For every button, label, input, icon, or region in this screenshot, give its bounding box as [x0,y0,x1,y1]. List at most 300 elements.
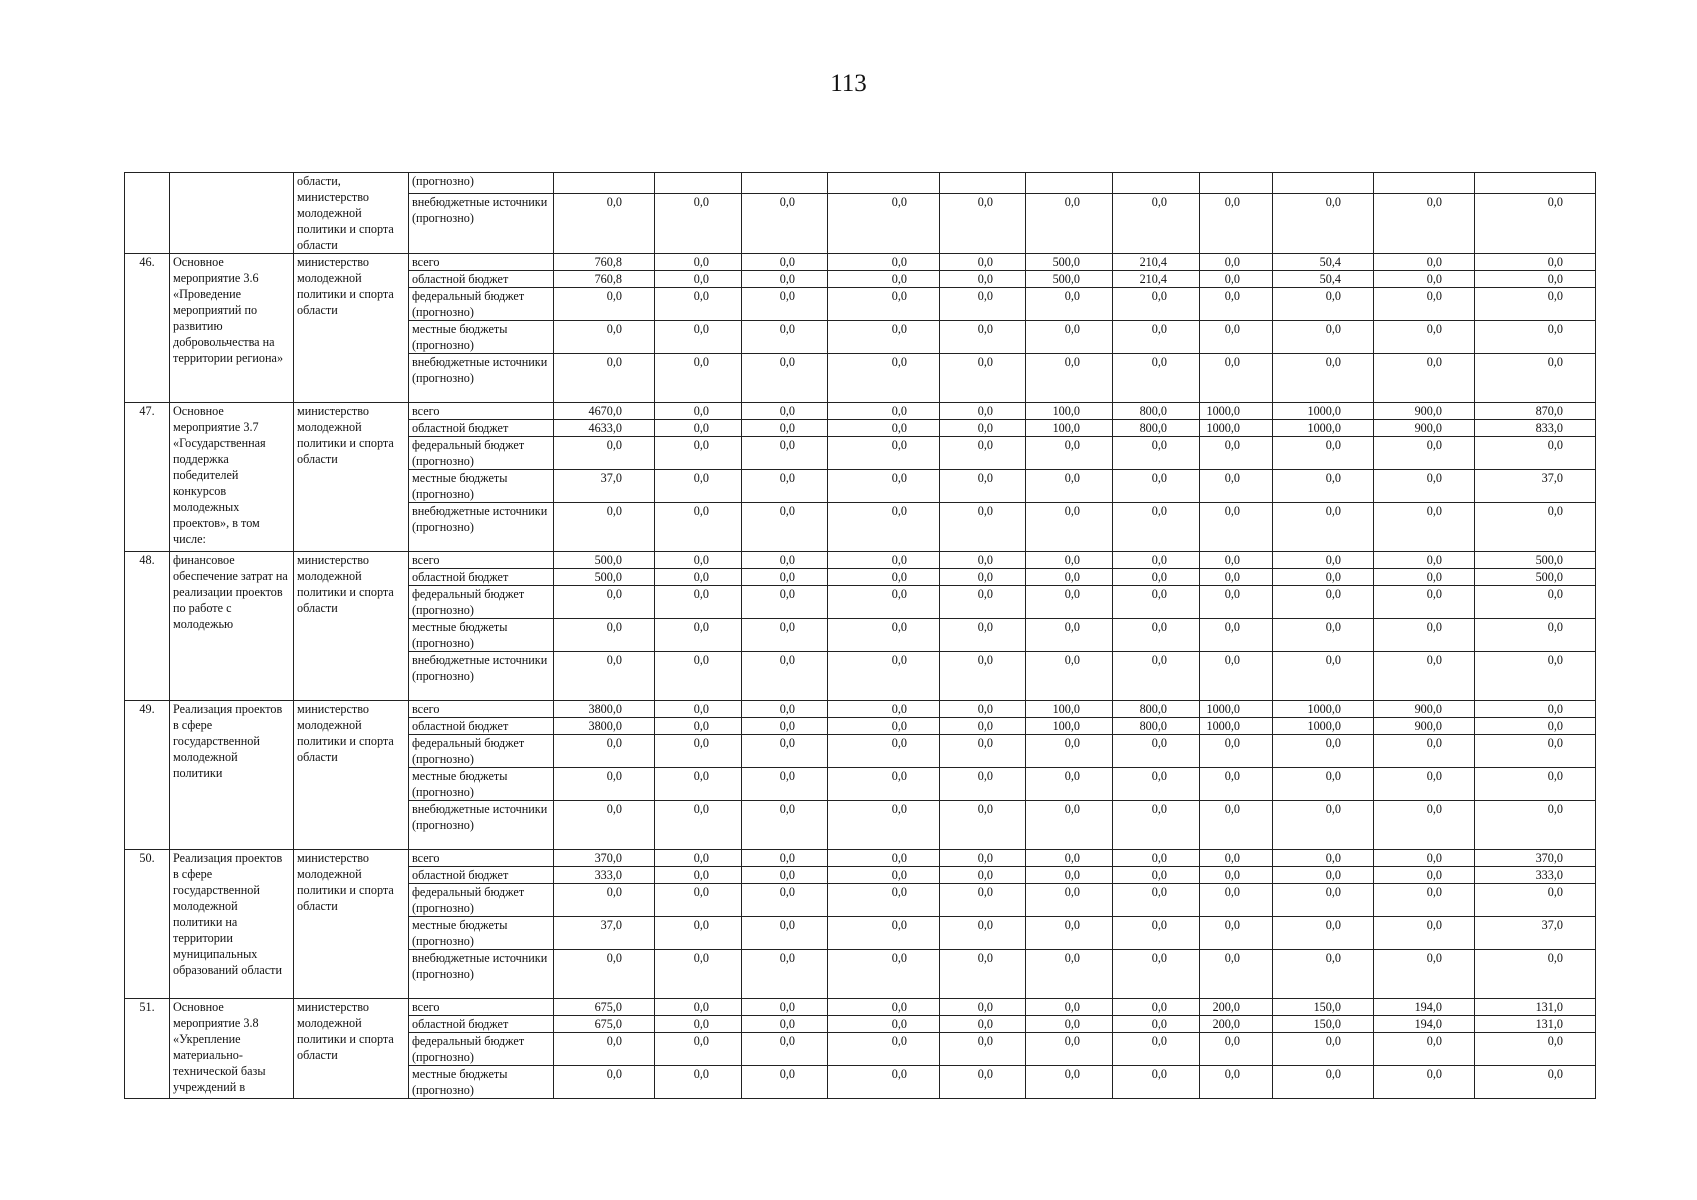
amount-cell: 0,0 [828,652,940,701]
amount-cell: 0,0 [940,271,1026,288]
amount-cell: 0,0 [655,917,742,950]
row-number [125,173,170,254]
row-number: 47. [125,403,170,552]
amount-cell: 3800,0 [554,701,655,718]
amount-cell: 0,0 [1273,1066,1374,1099]
amount-cell: 210,4 [1113,254,1200,271]
amount-cell: 0,0 [1113,735,1200,768]
amount-cell: 760,8 [554,271,655,288]
amount-cell: 0,0 [655,437,742,470]
amount-cell: 0,0 [828,768,940,801]
amount-cell [1113,173,1200,194]
amount-cell: 0,0 [554,619,655,652]
amount-cell: 0,0 [940,470,1026,503]
table-row [125,999,1596,1016]
amount-cell: 0,0 [554,768,655,801]
amount-cell: 370,0 [554,850,655,867]
amount-cell: 0,0 [1113,652,1200,701]
amount-cell: 1000,0 [1273,718,1374,735]
amount-cell: 0,0 [554,503,655,552]
funding-source: федеральный бюджет (прогнозно) [409,735,554,768]
amount-cell: 0,0 [1200,437,1273,470]
amount-cell: 0,0 [940,569,1026,586]
amount-cell: 0,0 [1475,652,1596,701]
amount-cell: 0,0 [742,652,828,701]
amount-cell: 0,0 [1113,552,1200,569]
funding-source: областной бюджет [409,420,554,437]
amount-cell [1475,173,1596,194]
amount-cell: 0,0 [1200,569,1273,586]
amount-cell: 194,0 [1374,999,1475,1016]
amount-cell: 0,0 [1200,652,1273,701]
amount-cell: 0,0 [655,801,742,850]
amount-cell: 0,0 [1273,850,1374,867]
amount-cell: 0,0 [1374,867,1475,884]
amount-cell: 1000,0 [1273,701,1374,718]
amount-cell: 0,0 [940,999,1026,1016]
amount-cell: 1000,0 [1200,701,1273,718]
amount-cell: 0,0 [1026,1066,1113,1099]
amount-cell: 0,0 [655,288,742,321]
amount-cell: 500,0 [554,552,655,569]
amount-cell: 0,0 [828,403,940,420]
amount-cell: 0,0 [940,850,1026,867]
amount-cell: 0,0 [828,193,940,253]
amount-cell: 500,0 [1026,254,1113,271]
table-row [125,173,1596,194]
event-name: Реализация проектов в сфере государственной молодежной политики на территории муниципальных образований области [170,850,294,999]
amount-cell: 0,0 [1273,652,1374,701]
amount-cell: 0,0 [1026,1016,1113,1033]
amount-cell: 800,0 [1113,420,1200,437]
amount-cell: 0,0 [655,586,742,619]
amount-cell: 0,0 [1026,619,1113,652]
amount-cell: 0,0 [1374,271,1475,288]
funding-source: местные бюджеты (прогнозно) [409,1066,554,1099]
table-row [125,701,1596,718]
amount-cell: 0,0 [742,917,828,950]
funding-source: местные бюджеты (прогнозно) [409,321,554,354]
funding-source: федеральный бюджет (прогнозно) [409,1033,554,1066]
amount-cell: 0,0 [828,420,940,437]
amount-cell: 1000,0 [1200,420,1273,437]
amount-cell: 0,0 [1200,271,1273,288]
amount-cell: 0,0 [655,254,742,271]
amount-cell: 0,0 [1374,735,1475,768]
amount-cell: 0,0 [1374,288,1475,321]
funding-source: всего [409,552,554,569]
amount-cell: 0,0 [1273,552,1374,569]
amount-cell: 0,0 [1475,619,1596,652]
amount-cell: 0,0 [554,884,655,917]
funding-source: федеральный бюджет (прогнозно) [409,884,554,917]
amount-cell: 1000,0 [1200,718,1273,735]
amount-cell: 0,0 [655,652,742,701]
amount-cell: 0,0 [1374,950,1475,999]
amount-cell: 50,4 [1273,271,1374,288]
event-name: Реализация проектов в сфере государственной молодежной политики [170,701,294,850]
amount-cell: 0,0 [940,437,1026,470]
amount-cell: 4633,0 [554,420,655,437]
amount-cell: 0,0 [828,867,940,884]
funding-source: местные бюджеты (прогнозно) [409,917,554,950]
amount-cell: 0,0 [655,884,742,917]
amount-cell: 0,0 [1200,867,1273,884]
executor-name: министерство молодежной политики и спорта области [294,552,409,701]
amount-cell: 0,0 [940,801,1026,850]
amount-cell: 0,0 [655,850,742,867]
amount-cell: 0,0 [1374,503,1475,552]
amount-cell: 0,0 [828,321,940,354]
funding-source: внебюджетные источники (прогнозно) [409,801,554,850]
executor-name: министерство молодежной политики и спорта области [294,254,409,403]
row-number: 46. [125,254,170,403]
amount-cell: 0,0 [828,999,940,1016]
amount-cell: 0,0 [1374,552,1475,569]
amount-cell: 0,0 [828,288,940,321]
amount-cell: 0,0 [940,254,1026,271]
amount-cell: 0,0 [655,503,742,552]
amount-cell: 0,0 [1475,884,1596,917]
amount-cell: 0,0 [742,569,828,586]
amount-cell: 0,0 [1475,354,1596,403]
executor-name: министерство молодежной политики и спорта области [294,701,409,850]
amount-cell: 0,0 [1113,288,1200,321]
amount-cell: 0,0 [1475,701,1596,718]
amount-cell: 0,0 [940,552,1026,569]
amount-cell: 0,0 [828,354,940,403]
amount-cell: 0,0 [1200,503,1273,552]
amount-cell: 0,0 [1026,950,1113,999]
amount-cell: 0,0 [655,569,742,586]
amount-cell: 0,0 [742,420,828,437]
amount-cell: 0,0 [655,321,742,354]
amount-cell: 500,0 [1026,271,1113,288]
funding-source: местные бюджеты (прогнозно) [409,619,554,652]
amount-cell: 0,0 [655,735,742,768]
amount-cell: 0,0 [554,354,655,403]
amount-cell: 0,0 [742,619,828,652]
amount-cell: 0,0 [1113,354,1200,403]
amount-cell: 0,0 [1374,321,1475,354]
funding-source: местные бюджеты (прогнозно) [409,470,554,503]
amount-cell [1026,173,1113,194]
amount-cell: 0,0 [1475,950,1596,999]
row-number: 49. [125,701,170,850]
amount-cell: 37,0 [554,470,655,503]
amount-cell: 0,0 [1273,470,1374,503]
amount-cell: 0,0 [1273,884,1374,917]
amount-cell: 0,0 [742,552,828,569]
funding-source: всего [409,254,554,271]
funding-source: областной бюджет [409,271,554,288]
amount-cell: 0,0 [1200,1066,1273,1099]
amount-cell: 150,0 [1273,999,1374,1016]
amount-cell: 0,0 [742,470,828,503]
amount-cell: 0,0 [554,437,655,470]
amount-cell: 0,0 [1113,1016,1200,1033]
amount-cell: 0,0 [1475,503,1596,552]
funding-source: (прогнозно) [409,173,554,194]
amount-cell: 0,0 [1475,288,1596,321]
amount-cell: 0,0 [1200,321,1273,354]
amount-cell: 200,0 [1200,999,1273,1016]
page-number: 113 [830,70,867,97]
event-name: Основное мероприятие 3.8 «Укрепление материально-технической базы учреждений в [170,999,294,1099]
amount-cell: 0,0 [940,768,1026,801]
amount-cell [1374,173,1475,194]
amount-cell: 0,0 [742,288,828,321]
amount-cell: 0,0 [1273,354,1374,403]
amount-cell: 0,0 [1200,552,1273,569]
amount-cell [940,173,1026,194]
amount-cell: 0,0 [1374,569,1475,586]
amount-cell: 0,0 [1026,917,1113,950]
amount-cell: 37,0 [554,917,655,950]
amount-cell: 0,0 [1113,586,1200,619]
amount-cell: 0,0 [1200,735,1273,768]
amount-cell: 0,0 [1026,801,1113,850]
amount-cell: 0,0 [742,271,828,288]
amount-cell: 0,0 [742,1016,828,1033]
amount-cell: 0,0 [1026,884,1113,917]
amount-cell: 0,0 [1026,735,1113,768]
amount-cell: 0,0 [1273,917,1374,950]
amount-cell: 0,0 [742,586,828,619]
amount-cell: 0,0 [1273,288,1374,321]
amount-cell: 0,0 [1026,999,1113,1016]
amount-cell: 0,0 [828,950,940,999]
amount-cell: 0,0 [828,735,940,768]
amount-cell: 0,0 [742,735,828,768]
amount-cell: 0,0 [742,321,828,354]
amount-cell: 0,0 [1113,321,1200,354]
amount-cell [742,173,828,194]
event-name: Основное мероприятие 3.6 «Проведение мероприятий по развитию добровольчества на территории региона» [170,254,294,403]
amount-cell: 675,0 [554,1016,655,1033]
amount-cell: 0,0 [1200,917,1273,950]
amount-cell: 0,0 [940,193,1026,253]
amount-cell: 0,0 [554,288,655,321]
amount-cell: 0,0 [1026,193,1113,253]
amount-cell: 0,0 [1026,552,1113,569]
amount-cell: 0,0 [1113,801,1200,850]
amount-cell: 0,0 [1475,735,1596,768]
amount-cell: 0,0 [742,867,828,884]
executor-name: министерство молодежной политики и спорта области [294,850,409,999]
amount-cell: 0,0 [655,403,742,420]
event-name: финансовое обеспечение затрат на реализации проектов по работе с молодежью [170,552,294,701]
amount-cell: 0,0 [1475,193,1596,253]
row-number: 50. [125,850,170,999]
amount-cell: 0,0 [554,950,655,999]
event-name [170,173,294,254]
amount-cell: 0,0 [1026,569,1113,586]
amount-cell: 0,0 [828,1033,940,1066]
amount-cell: 0,0 [828,801,940,850]
amount-cell: 0,0 [742,718,828,735]
amount-cell: 0,0 [1273,801,1374,850]
amount-cell: 0,0 [828,619,940,652]
amount-cell: 0,0 [1113,470,1200,503]
funding-source: всего [409,999,554,1016]
amount-cell: 0,0 [1374,850,1475,867]
amount-cell: 0,0 [655,1016,742,1033]
amount-cell [655,173,742,194]
amount-cell: 0,0 [742,1033,828,1066]
amount-cell: 0,0 [1200,193,1273,253]
amount-cell: 0,0 [655,552,742,569]
table-row [125,850,1596,867]
amount-cell: 0,0 [1113,569,1200,586]
amount-cell: 0,0 [1200,470,1273,503]
amount-cell: 833,0 [1475,420,1596,437]
amount-cell: 0,0 [828,271,940,288]
amount-cell: 0,0 [1374,254,1475,271]
amount-cell: 0,0 [742,1066,828,1099]
amount-cell: 0,0 [828,701,940,718]
amount-cell: 37,0 [1475,917,1596,950]
amount-cell: 0,0 [1113,917,1200,950]
amount-cell: 0,0 [1113,867,1200,884]
amount-cell: 0,0 [1026,470,1113,503]
amount-cell: 800,0 [1113,403,1200,420]
amount-cell: 0,0 [742,850,828,867]
amount-cell: 0,0 [828,503,940,552]
amount-cell: 0,0 [1273,1033,1374,1066]
amount-cell: 0,0 [655,193,742,253]
amount-cell: 0,0 [554,193,655,253]
amount-cell: 800,0 [1113,701,1200,718]
amount-cell: 0,0 [1475,321,1596,354]
amount-cell: 0,0 [554,586,655,619]
amount-cell: 0,0 [742,437,828,470]
funding-source: внебюджетные источники (прогнозно) [409,354,554,403]
amount-cell: 0,0 [655,1066,742,1099]
amount-cell: 0,0 [940,354,1026,403]
amount-cell: 3800,0 [554,718,655,735]
amount-cell: 0,0 [1200,950,1273,999]
funding-source: федеральный бюджет (прогнозно) [409,288,554,321]
amount-cell: 0,0 [940,867,1026,884]
amount-cell: 0,0 [1374,801,1475,850]
amount-cell: 0,0 [1026,768,1113,801]
funding-source: всего [409,850,554,867]
amount-cell: 760,8 [554,254,655,271]
amount-cell: 0,0 [940,718,1026,735]
amount-cell: 0,0 [828,850,940,867]
amount-cell: 200,0 [1200,1016,1273,1033]
amount-cell: 0,0 [655,999,742,1016]
event-name: Основное мероприятие 3.7 «Государственная поддержка победителей конкурсов молодежных проектов», в том числе: [170,403,294,552]
amount-cell: 0,0 [1113,1033,1200,1066]
amount-cell: 0,0 [1200,1033,1273,1066]
amount-cell: 0,0 [1200,850,1273,867]
amount-cell: 500,0 [554,569,655,586]
amount-cell: 131,0 [1475,999,1596,1016]
amount-cell: 0,0 [1200,354,1273,403]
amount-cell: 0,0 [554,1033,655,1066]
amount-cell: 0,0 [1113,503,1200,552]
funding-source: внебюджетные источники (прогнозно) [409,503,554,552]
amount-cell: 800,0 [1113,718,1200,735]
amount-cell: 0,0 [1475,1033,1596,1066]
amount-cell: 333,0 [554,867,655,884]
table-row [125,403,1596,420]
amount-cell: 370,0 [1475,850,1596,867]
amount-cell: 37,0 [1475,470,1596,503]
amount-cell: 0,0 [1113,193,1200,253]
amount-cell: 0,0 [1113,999,1200,1016]
amount-cell: 0,0 [1475,1066,1596,1099]
amount-cell: 0,0 [742,999,828,1016]
amount-cell: 0,0 [1475,271,1596,288]
amount-cell: 0,0 [655,1033,742,1066]
amount-cell: 0,0 [655,768,742,801]
amount-cell: 0,0 [828,1016,940,1033]
amount-cell: 0,0 [1374,768,1475,801]
amount-cell: 900,0 [1374,718,1475,735]
amount-cell: 0,0 [655,867,742,884]
amount-cell: 0,0 [1273,321,1374,354]
amount-cell: 0,0 [1026,586,1113,619]
amount-cell: 1000,0 [1200,403,1273,420]
amount-cell: 0,0 [1475,586,1596,619]
amount-cell: 0,0 [1374,193,1475,253]
amount-cell: 0,0 [742,768,828,801]
amount-cell: 0,0 [655,271,742,288]
amount-cell: 0,0 [1475,718,1596,735]
amount-cell: 0,0 [1475,801,1596,850]
amount-cell: 0,0 [1273,619,1374,652]
executor-name: области, министерство молодежной политики и спорта области [294,173,409,254]
amount-cell [828,173,940,194]
amount-cell: 0,0 [1273,503,1374,552]
amount-cell: 0,0 [828,569,940,586]
amount-cell: 0,0 [1374,470,1475,503]
amount-cell: 131,0 [1475,1016,1596,1033]
amount-cell: 100,0 [1026,718,1113,735]
amount-cell: 0,0 [828,1066,940,1099]
amount-cell: 0,0 [742,801,828,850]
amount-cell: 0,0 [742,950,828,999]
row-number: 51. [125,999,170,1099]
amount-cell: 0,0 [828,884,940,917]
amount-cell: 0,0 [1200,254,1273,271]
amount-cell: 900,0 [1374,420,1475,437]
amount-cell: 0,0 [655,470,742,503]
amount-cell: 0,0 [1113,1066,1200,1099]
amount-cell: 0,0 [940,420,1026,437]
amount-cell: 0,0 [1273,950,1374,999]
amount-cell: 0,0 [655,420,742,437]
amount-cell: 0,0 [940,1066,1026,1099]
amount-cell: 0,0 [828,552,940,569]
amount-cell: 0,0 [1200,884,1273,917]
amount-cell: 0,0 [1200,288,1273,321]
amount-cell: 1000,0 [1273,403,1374,420]
funding-source: всего [409,701,554,718]
amount-cell [1200,173,1273,194]
amount-cell: 0,0 [1374,437,1475,470]
amount-cell: 0,0 [1113,850,1200,867]
funding-source: всего [409,403,554,420]
amount-cell: 0,0 [940,403,1026,420]
executor-name: министерство молодежной политики и спорта области [294,403,409,552]
amount-cell: 0,0 [1374,917,1475,950]
amount-cell: 0,0 [1273,569,1374,586]
amount-cell: 0,0 [1374,586,1475,619]
